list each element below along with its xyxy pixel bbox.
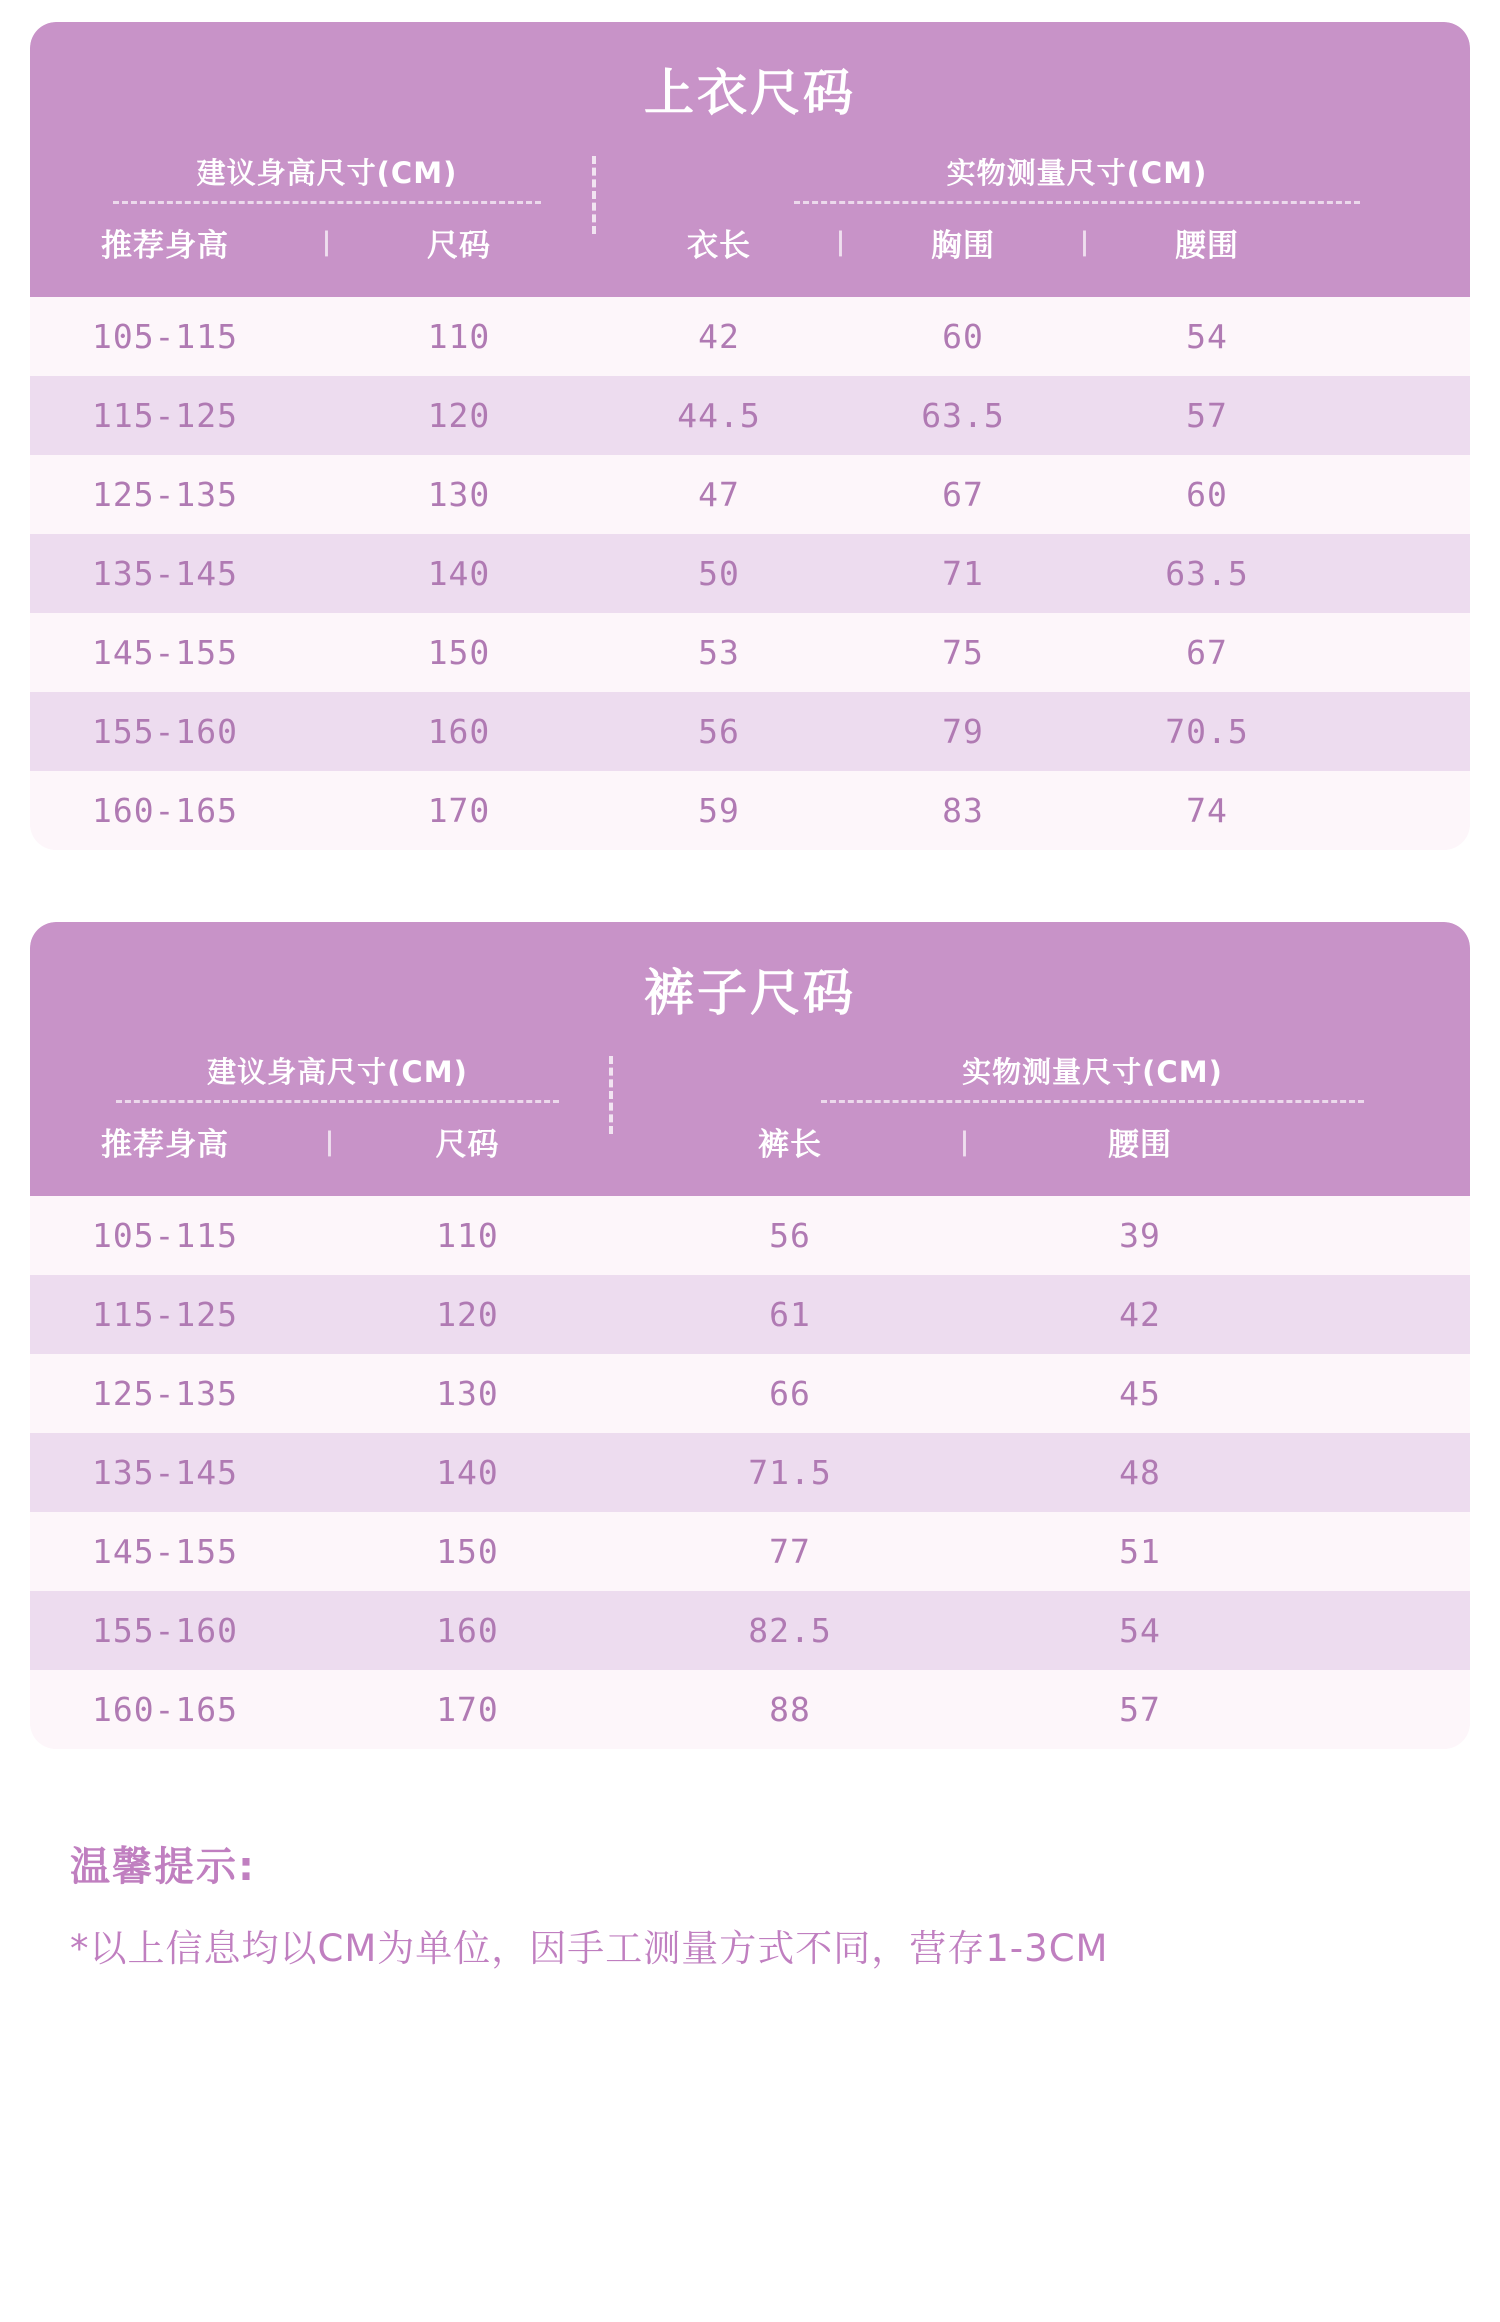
table-row xyxy=(30,1670,1470,1749)
pants-group-gap xyxy=(645,1071,715,1087)
table-row xyxy=(30,1275,1470,1354)
cell-waist: 57 xyxy=(1119,1690,1161,1729)
table-row xyxy=(30,1196,1470,1275)
cell-length: 56 xyxy=(698,711,740,751)
cell-height: 115-125 xyxy=(91,1295,239,1334)
cell-size: 160 xyxy=(436,1611,499,1650)
cell-size: 120 xyxy=(427,395,491,435)
column-separator-icon: | xyxy=(324,1126,336,1157)
shirt-col-header-size: 尺码 xyxy=(427,227,491,264)
cell-pant-length: 71.5 xyxy=(748,1453,832,1492)
note-title: 温馨提示: xyxy=(70,1844,256,1890)
cell-size: 140 xyxy=(436,1453,499,1492)
cell-height: 155-160 xyxy=(91,1611,239,1650)
pants-size-card xyxy=(30,922,1470,1750)
cell-pant-length: 82.5 xyxy=(748,1611,832,1650)
table-row xyxy=(30,1354,1470,1433)
shirt-group-header-measure: 实物测量尺寸(CM) xyxy=(684,151,1470,208)
shirt-table-title: 上衣尺码 xyxy=(644,64,856,122)
cell-pant-length: 66 xyxy=(769,1374,811,1413)
cell-waist: 54 xyxy=(1186,316,1228,356)
cell-height: 160-165 xyxy=(91,790,239,830)
cell-bust: 60 xyxy=(942,316,984,356)
pants-column-header-row xyxy=(30,1107,1470,1174)
cell-height: 135-145 xyxy=(91,1453,239,1492)
pants-card-header xyxy=(30,922,1470,1197)
cell-height: 105-115 xyxy=(91,1216,239,1255)
pants-col-header-height: 推荐身高 xyxy=(101,1127,229,1163)
cell-height: 160-165 xyxy=(91,1690,239,1729)
cell-waist: 39 xyxy=(1119,1216,1161,1255)
shirt-group-header-height: 建议身高尺寸(CM) xyxy=(30,151,624,208)
shirt-card-header xyxy=(30,22,1470,297)
shirt-size-card xyxy=(30,22,1470,850)
cell-pant-length: 61 xyxy=(769,1295,811,1334)
table-row xyxy=(30,771,1470,850)
cell-length: 59 xyxy=(698,790,740,830)
column-separator-icon: | xyxy=(321,227,333,257)
pants-group-header-measure: 实物测量尺寸(CM) xyxy=(715,1050,1470,1107)
cell-height: 125-135 xyxy=(91,1374,239,1413)
shirt-col-header-length: 衣长 xyxy=(687,227,751,264)
cell-size: 150 xyxy=(436,1532,499,1571)
cell-height: 135-145 xyxy=(91,553,239,593)
cell-waist: 45 xyxy=(1119,1374,1161,1413)
dashed-underline xyxy=(794,201,1360,204)
cell-height: 125-135 xyxy=(91,474,239,514)
cell-height: 105-115 xyxy=(91,316,239,356)
cell-waist: 67 xyxy=(1186,632,1228,672)
cell-waist: 60 xyxy=(1186,474,1228,514)
table-row xyxy=(30,455,1470,534)
table-row xyxy=(30,1512,1470,1591)
cell-size: 110 xyxy=(436,1216,499,1255)
cell-size: 170 xyxy=(427,790,491,830)
cell-length: 47 xyxy=(698,474,740,514)
cell-pant-length: 88 xyxy=(769,1690,811,1729)
cell-height: 145-155 xyxy=(91,632,239,672)
dashed-underline xyxy=(821,1100,1365,1103)
pants-col-header-size: 尺码 xyxy=(435,1127,500,1163)
table-row xyxy=(30,613,1470,692)
table-row xyxy=(30,534,1470,613)
cell-length: 50 xyxy=(698,553,740,593)
cell-waist: 48 xyxy=(1119,1453,1161,1492)
dashed-underline xyxy=(113,201,541,204)
cell-length: 44.5 xyxy=(677,395,761,435)
vertical-dashed-divider-icon xyxy=(609,1056,613,1134)
column-separator-icon: | xyxy=(1079,227,1091,257)
dashed-underline xyxy=(116,1100,559,1103)
pants-group-header-height: 建议身高尺寸(CM) xyxy=(30,1050,645,1107)
table-row xyxy=(30,376,1470,455)
cell-pant-length: 77 xyxy=(769,1532,811,1571)
pants-table-title: 裤子尺码 xyxy=(644,963,856,1022)
cell-size: 120 xyxy=(436,1295,499,1334)
pants-table-body xyxy=(30,1196,1470,1749)
cell-length: 42 xyxy=(698,316,740,356)
pants-col-header-length: 裤长 xyxy=(758,1127,822,1163)
cell-waist: 51 xyxy=(1119,1532,1161,1571)
pants-col-header-waist: 腰围 xyxy=(1108,1127,1172,1163)
cell-size: 130 xyxy=(436,1374,499,1413)
shirt-col-header-bust: 胸围 xyxy=(931,227,995,264)
cell-bust: 67 xyxy=(942,474,984,514)
cell-height: 115-125 xyxy=(91,395,239,435)
cell-size: 110 xyxy=(427,316,491,356)
cell-waist: 57 xyxy=(1186,395,1228,435)
cell-size: 130 xyxy=(427,474,491,514)
cell-height: 155-160 xyxy=(91,711,239,751)
note-line-1: *以上信息均以CM为单位，因手工测量方式不同，营存1-3CM xyxy=(70,1927,1109,1970)
cell-waist: 54 xyxy=(1119,1611,1161,1650)
cell-waist: 74 xyxy=(1186,790,1228,830)
cell-bust: 79 xyxy=(942,711,984,751)
table-row xyxy=(30,297,1470,376)
cell-length: 53 xyxy=(698,632,740,672)
shirt-column-header-row xyxy=(30,208,1470,275)
table-row xyxy=(30,1591,1470,1670)
cell-bust: 63.5 xyxy=(921,395,1005,435)
shirt-group-header-row xyxy=(30,151,1470,208)
cell-waist: 63.5 xyxy=(1165,553,1249,593)
note-section xyxy=(30,1835,1470,1972)
column-separator-icon: | xyxy=(959,1126,971,1157)
cell-bust: 83 xyxy=(942,790,984,830)
shirt-col-header-height: 推荐身高 xyxy=(101,227,229,264)
cell-size: 140 xyxy=(427,553,491,593)
cell-size: 160 xyxy=(427,711,491,751)
column-separator-icon: | xyxy=(835,227,847,257)
cell-size: 150 xyxy=(427,632,491,672)
pants-group-header-row xyxy=(30,1050,1470,1107)
table-row xyxy=(30,692,1470,771)
cell-size: 170 xyxy=(436,1690,499,1729)
shirt-group-gap xyxy=(624,171,684,187)
vertical-dashed-divider-icon xyxy=(592,156,596,234)
cell-pant-length: 56 xyxy=(769,1216,811,1255)
table-row xyxy=(30,1433,1470,1512)
cell-waist: 70.5 xyxy=(1165,711,1249,751)
cell-bust: 75 xyxy=(942,632,984,672)
cell-bust: 71 xyxy=(942,553,984,593)
shirt-table-body xyxy=(30,297,1470,850)
cell-height: 145-155 xyxy=(91,1532,239,1571)
shirt-col-header-waist: 腰围 xyxy=(1175,227,1239,264)
cell-waist: 42 xyxy=(1119,1295,1161,1334)
